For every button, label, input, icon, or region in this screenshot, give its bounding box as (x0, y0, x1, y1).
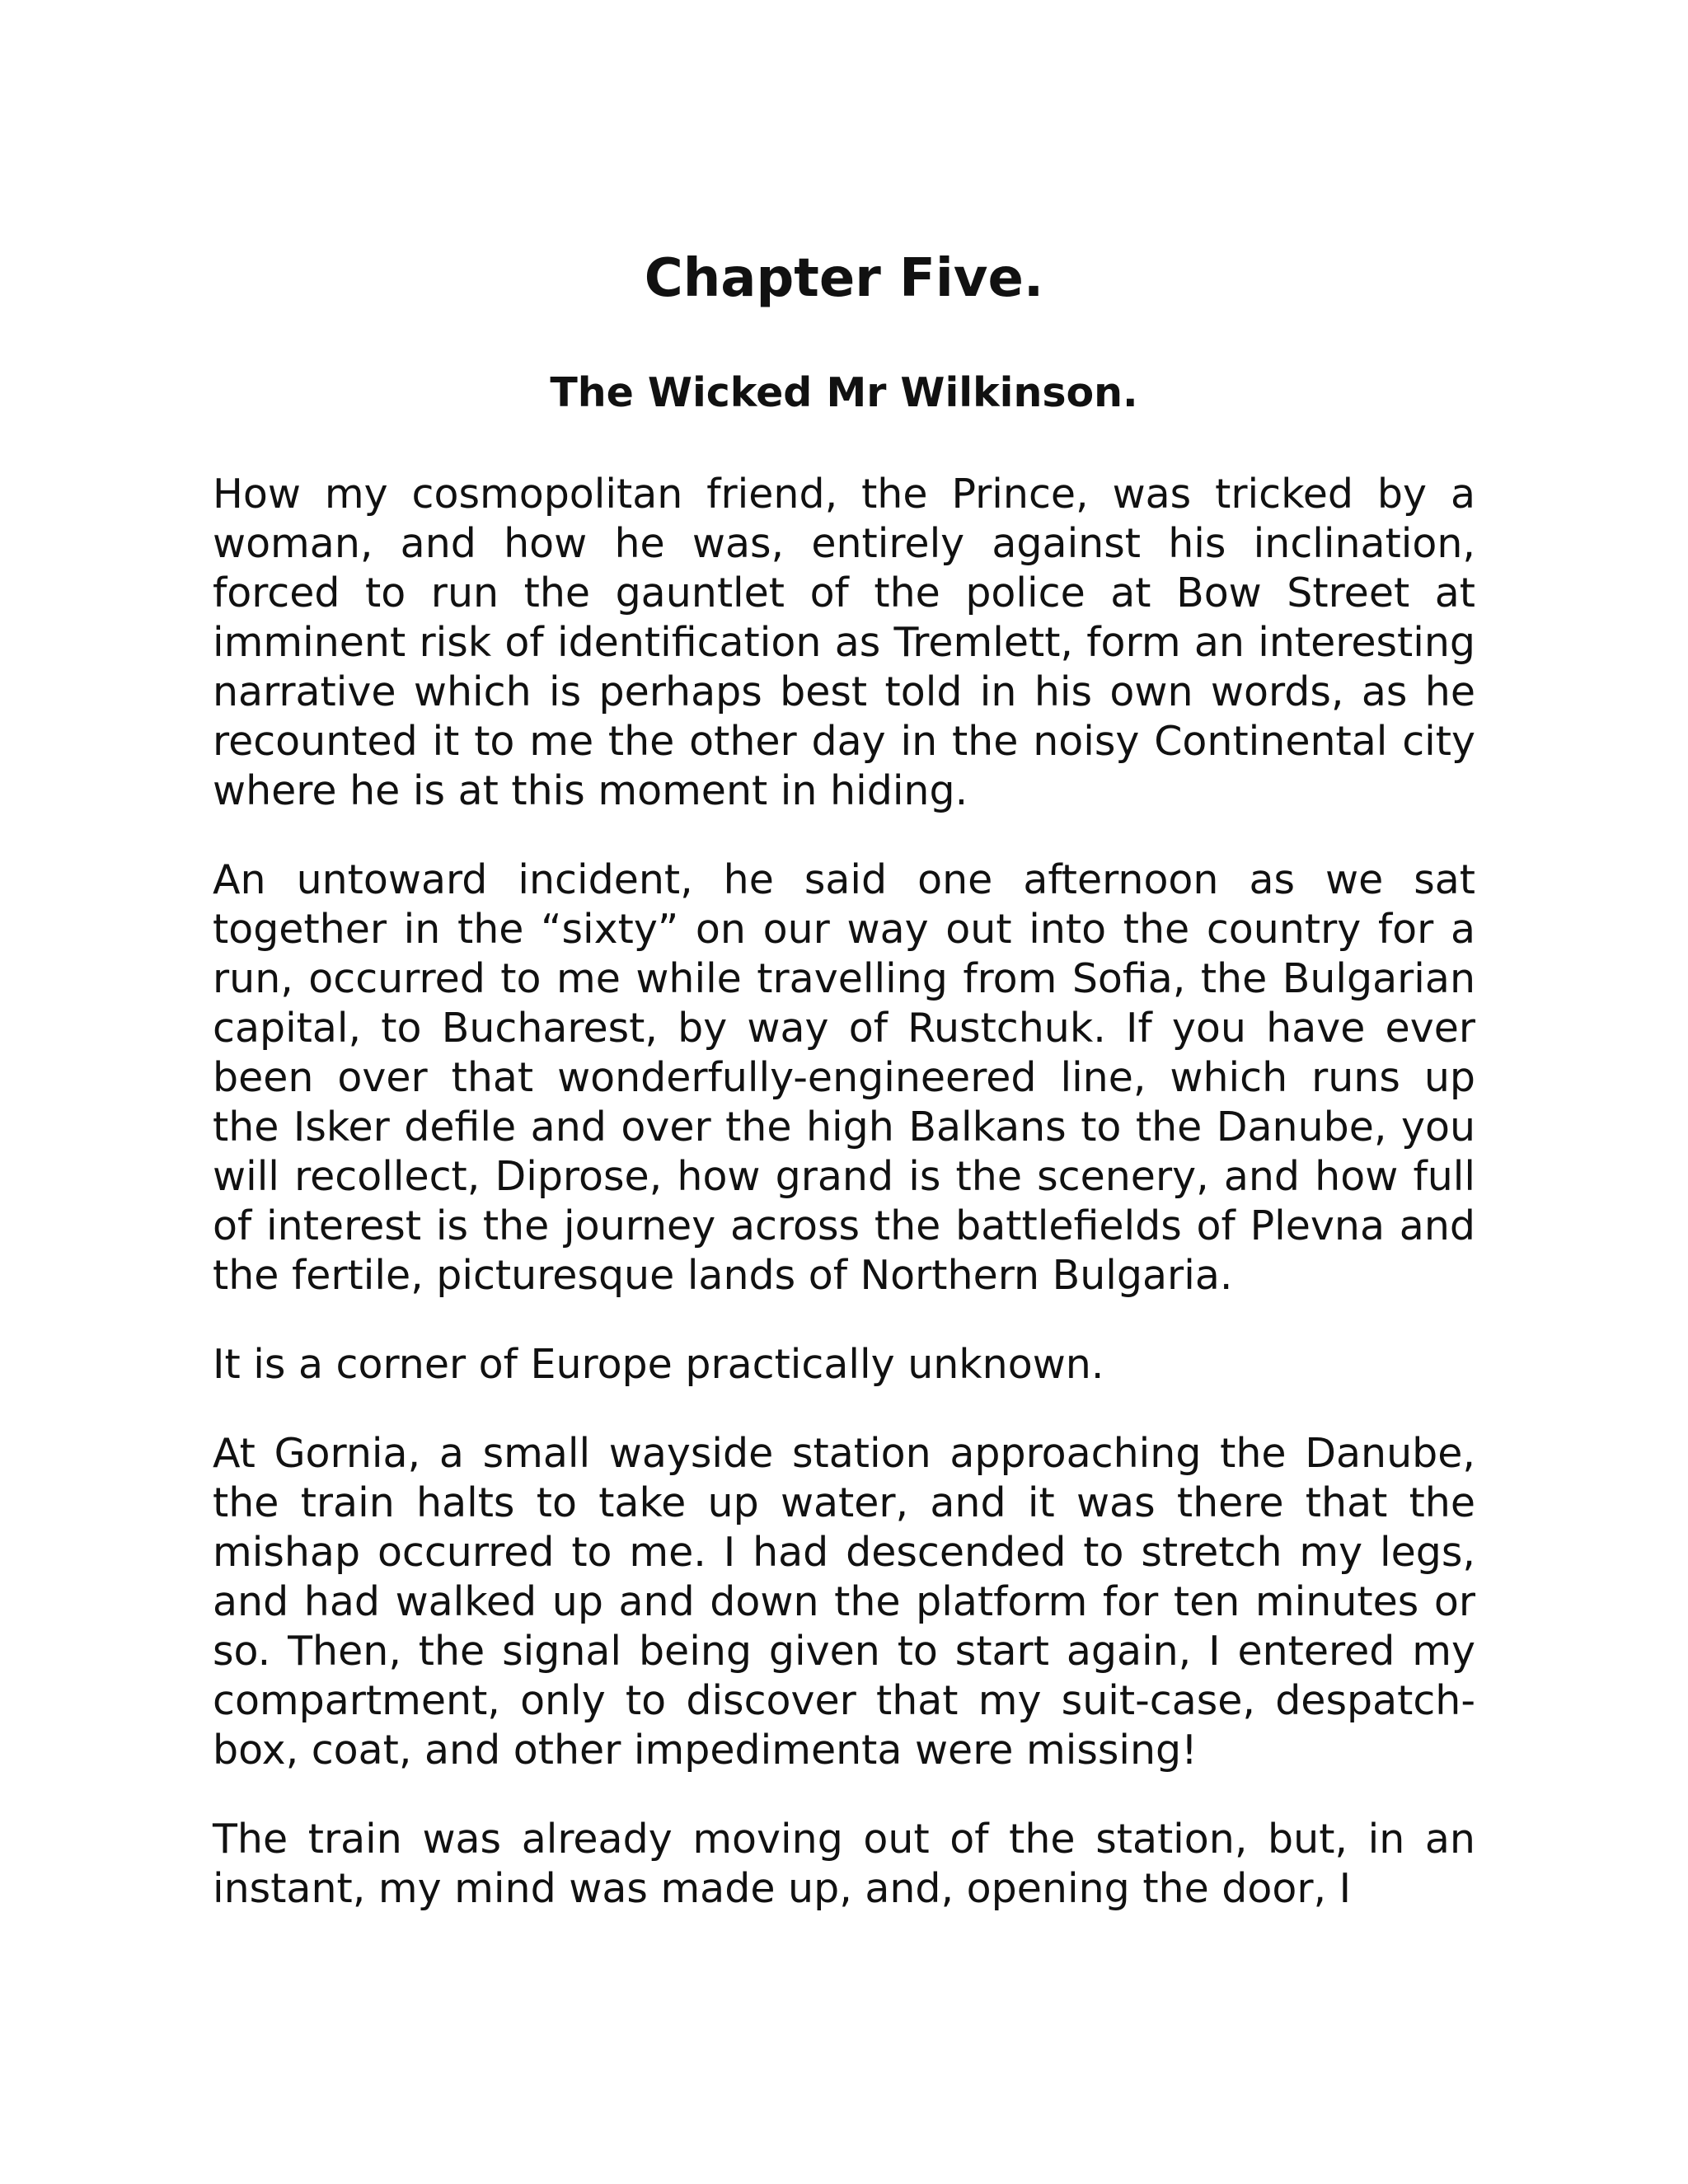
chapter-title: Chapter Five. (644, 248, 1044, 309)
chapter-subtitle: The Wicked Mr Wilkinson. (550, 369, 1138, 416)
paragraph: It is a corner of Europe practically unknown. (213, 1341, 1104, 1388)
paragraph: The train was already moving out of the station, but, in an instant, my mind was made up, and, opening the door, I (213, 1816, 1475, 1912)
paragraph: An untoward incident, he said one afternoon as we sat together in the “sixty” on our way out into the country for a run, occurred to me while travelling from Sofia, the Bulgarian capital, to Bucharest, by way of Rustchuk. If you have ever been over that wonderfully-engineered line, which runs up the Isker defile and over the high Balkans to the Danube, you will recollect, Diprose, how grand is the scenery, and how full of interest is the journey across the battlefields of Plevna and the fertile, picturesque lands of Northern Bulgaria. (213, 856, 1475, 1299)
body-text (213, 470, 1475, 1953)
paragraph: At Gornia, a small wayside station approaching the Danube, the train halts to take up water, and it was there that the mishap occurred to me. I had descended to stretch my legs, and had walked up and down the platform for ten minutes or so. Then, the signal being given to start again, I entered my compartment, only to discover that my suit-case, despatch-box, coat, and other impedimenta were missing! (213, 1430, 1475, 1774)
paragraph: How my cosmopolitan friend, the Prince, was tricked by a woman, and how he was, entirely against his inclination, forced to run the gauntlet of the police at Bow Street at imminent risk of identification as Tremlett, form an interesting narrative which is perhaps best told in his own words, as he recounted it to me the other day in the noisy Continental city where he is at this moment in hiding. (213, 471, 1475, 814)
